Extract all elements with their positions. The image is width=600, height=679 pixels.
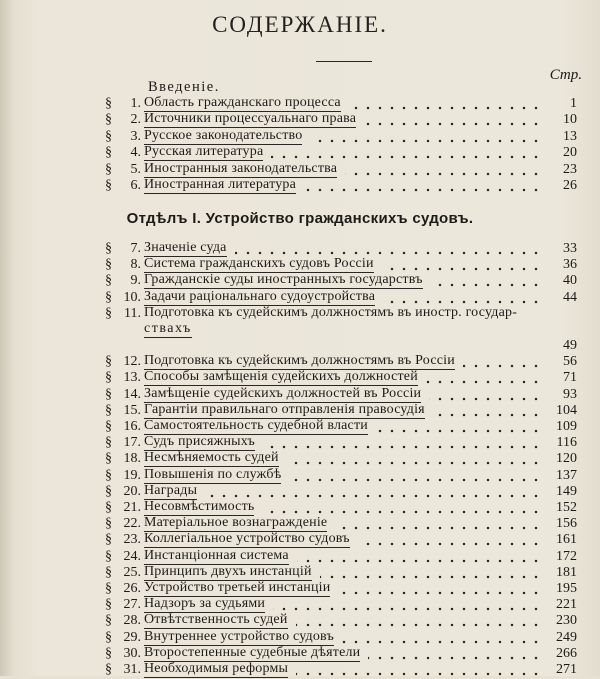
entry-number: 22. bbox=[123, 516, 141, 532]
section-symbol: § bbox=[105, 112, 112, 128]
leader-dots bbox=[349, 106, 542, 110]
leader-dots bbox=[287, 461, 542, 465]
section-symbol: § bbox=[105, 500, 112, 515]
section-symbol: § bbox=[105, 613, 112, 629]
entry-title: Способы замѣщенія судейскихъ должностей bbox=[144, 369, 418, 385]
section-symbol: § bbox=[105, 289, 112, 305]
entry-title: Судъ присяжныхъ bbox=[144, 434, 255, 450]
leader-dots bbox=[364, 122, 542, 126]
entry-title: Награды bbox=[144, 482, 198, 498]
section-symbol: § bbox=[105, 161, 112, 177]
leader-dots bbox=[431, 283, 542, 287]
entry-number: 29. bbox=[123, 629, 141, 645]
entry-number: 16. bbox=[123, 419, 141, 434]
entry-title: Отвѣтственность судей bbox=[144, 612, 288, 628]
section-symbol: § bbox=[105, 467, 112, 483]
entry-page: 156 bbox=[556, 516, 577, 532]
entry-page: 137 bbox=[556, 467, 577, 483]
toc-entry bbox=[0, 661, 600, 679]
entry-number: 31. bbox=[123, 662, 141, 677]
entry-number: 23. bbox=[123, 532, 141, 548]
entry-page: 10 bbox=[563, 112, 577, 128]
leader-dots bbox=[320, 575, 542, 579]
entry-number: 4. bbox=[130, 145, 141, 161]
entry-page: 195 bbox=[556, 581, 577, 596]
entry-number: 25. bbox=[123, 564, 141, 580]
toc-entry bbox=[0, 144, 600, 162]
section-symbol: § bbox=[105, 273, 112, 289]
leader-dots bbox=[289, 478, 542, 482]
toc-entry bbox=[0, 177, 600, 195]
entry-title: Замѣщеніе судейскихъ должностей въ Россіи bbox=[144, 385, 422, 401]
entry-title: Матеріальное вознагражденіе bbox=[144, 515, 328, 531]
entry-number: 27. bbox=[123, 597, 141, 613]
entry-page: 104 bbox=[556, 402, 577, 418]
entry-page: 44 bbox=[563, 289, 577, 305]
page-title: СОДЕРЖАНІЕ. bbox=[212, 12, 388, 37]
entry-title: Несовмѣстимость bbox=[144, 499, 255, 514]
entry-number: 28. bbox=[123, 613, 141, 629]
entry-page: 161 bbox=[556, 532, 577, 548]
leader-dots bbox=[342, 640, 542, 644]
entry-number: 26. bbox=[123, 581, 141, 596]
section-symbol: § bbox=[105, 516, 112, 532]
leader-dots bbox=[262, 510, 542, 514]
leader-dots bbox=[263, 445, 542, 449]
leader-dots bbox=[296, 623, 542, 627]
entry-page: 13 bbox=[563, 128, 577, 144]
intro-heading: Введеніе. bbox=[148, 79, 220, 95]
entry-page: 56 bbox=[563, 354, 577, 370]
section-symbol: § bbox=[105, 564, 112, 580]
title-rule bbox=[316, 61, 372, 62]
entry-title: Источники процессуальнаго права bbox=[144, 111, 357, 127]
entry-page: 93 bbox=[563, 386, 577, 402]
entry-title: Инстанціонная система bbox=[144, 547, 289, 563]
entry-number: 15. bbox=[123, 402, 141, 418]
entry-page: 120 bbox=[556, 451, 577, 467]
entry-number: 24. bbox=[123, 548, 141, 564]
toc-entry bbox=[0, 111, 600, 129]
leader-dots bbox=[273, 607, 542, 611]
leader-dots bbox=[426, 380, 542, 384]
section-symbol: § bbox=[105, 629, 112, 645]
entry-title: Значеніе суда bbox=[144, 240, 227, 255]
section-symbol: § bbox=[105, 402, 112, 418]
leader-dots bbox=[310, 139, 542, 143]
section-symbol: § bbox=[105, 483, 112, 499]
section-symbol: § bbox=[105, 386, 112, 402]
leader-dots bbox=[338, 591, 542, 595]
section-symbol: § bbox=[105, 451, 112, 467]
entry-number: 3. bbox=[130, 128, 141, 144]
section-symbol: § bbox=[105, 178, 112, 193]
entry-title: Второстепенные судебные дѣятели bbox=[144, 644, 361, 660]
entry-number: 14. bbox=[123, 386, 141, 402]
entry-number: 21. bbox=[123, 500, 141, 515]
entry-title: Устройство третьей инстанціи bbox=[144, 580, 331, 595]
entry-page: 71 bbox=[563, 370, 577, 386]
section-symbol: § bbox=[105, 370, 112, 386]
leader-dots bbox=[271, 155, 542, 159]
entry-title: Надзоръ за судьями bbox=[144, 596, 266, 612]
entry-number: 20. bbox=[123, 483, 141, 499]
leader-dots bbox=[429, 397, 542, 401]
section-symbol: § bbox=[105, 257, 112, 273]
entry-title: Иностранныя законодательства bbox=[144, 160, 338, 176]
section-symbol: § bbox=[105, 96, 112, 111]
entry-title: Повышенія по службѣ bbox=[144, 466, 282, 482]
page-column-header: Стр. bbox=[549, 67, 582, 83]
entry-title: Задачи раціональнаго судоустройства bbox=[144, 288, 376, 304]
leader-dots bbox=[383, 300, 542, 304]
section-symbol: § bbox=[105, 128, 112, 144]
entry-number: 1. bbox=[130, 96, 141, 111]
entry-page: 152 bbox=[556, 500, 577, 515]
entry-number: 11. bbox=[124, 305, 141, 321]
entry-page: 26 bbox=[563, 178, 577, 193]
entry-page: 249 bbox=[556, 629, 577, 645]
leader-dots bbox=[463, 364, 542, 368]
entry-page: 172 bbox=[556, 548, 577, 564]
entry-title: Система гражданскихъ судовъ Россіи bbox=[144, 256, 374, 272]
entry-page: 230 bbox=[556, 613, 577, 629]
section-symbol: § bbox=[105, 548, 112, 564]
entry-number: 7. bbox=[130, 241, 141, 256]
toc-entry bbox=[0, 128, 600, 146]
entry-page: 116 bbox=[556, 435, 577, 451]
section-symbol: § bbox=[105, 419, 112, 434]
entry-page: 181 bbox=[556, 564, 577, 580]
toc-entry bbox=[0, 161, 600, 179]
section-symbol: § bbox=[105, 145, 112, 161]
entry-page: 1 bbox=[570, 96, 577, 111]
entry-page: 266 bbox=[556, 645, 577, 661]
leader-dots bbox=[345, 172, 542, 176]
entry-title: Русское законодательство bbox=[144, 127, 303, 143]
entry-number: 19. bbox=[123, 467, 141, 483]
section-symbol: § bbox=[105, 597, 112, 613]
entry-number: 5. bbox=[130, 161, 141, 177]
section-symbol: § bbox=[105, 354, 112, 370]
leader-dots bbox=[304, 188, 542, 192]
entry-number: 2. bbox=[130, 112, 141, 128]
entry-title: Иностранная литература bbox=[144, 177, 297, 192]
entry-page: 271 bbox=[556, 662, 577, 677]
leader-dots bbox=[297, 559, 542, 563]
entry-page: 40 bbox=[563, 273, 577, 289]
entry-title: Необходимыя реформы bbox=[144, 661, 289, 676]
entry-title: ствахъ bbox=[144, 321, 192, 336]
section-symbol: § bbox=[105, 532, 112, 548]
entry-page: 221 bbox=[556, 597, 577, 613]
entry-number: 17. bbox=[123, 435, 141, 451]
leader-dots bbox=[296, 672, 542, 676]
leader-dots bbox=[368, 656, 542, 660]
section-symbol: § bbox=[105, 241, 112, 256]
entry-number: 9. bbox=[130, 273, 141, 289]
entry-number: 10. bbox=[123, 289, 141, 305]
entry-title: Подготовка къ судейскимъ должностямъ въ иностр. государ- bbox=[144, 304, 518, 320]
section-symbol: § bbox=[105, 662, 112, 677]
entry-number: 18. bbox=[123, 451, 141, 467]
entry-title: Несмѣняемость судей bbox=[144, 450, 279, 466]
leader-dots bbox=[205, 494, 542, 498]
entry-number: 13. bbox=[123, 370, 141, 386]
entry-title: Подготовка къ судейскимъ должностямъ въ Россіи bbox=[144, 353, 455, 369]
section-symbol: § bbox=[105, 645, 112, 661]
entry-page: 149 bbox=[556, 483, 577, 499]
entry-title: Русская литература bbox=[144, 144, 264, 160]
toc-entry bbox=[0, 95, 600, 113]
leader-dots bbox=[335, 526, 542, 530]
entry-page: 23 bbox=[563, 161, 577, 177]
leader-dots bbox=[433, 413, 542, 417]
entry-title: Принципъ двухъ инстанцій bbox=[144, 563, 312, 579]
entry-page: 49 bbox=[563, 338, 577, 353]
entry-title: Гарантіи правильнаго отправленія правосудія bbox=[144, 401, 425, 417]
section-symbol: § bbox=[105, 581, 112, 596]
leader-dots bbox=[235, 251, 542, 255]
section-symbol: § bbox=[105, 305, 112, 321]
leader-dots bbox=[376, 429, 542, 433]
entry-page: 20 bbox=[563, 145, 577, 161]
entry-page: 36 bbox=[563, 257, 577, 273]
section-symbol: § bbox=[105, 435, 112, 451]
section-heading: Отдѣлъ I. Устройство гражданскихъ судовъ. bbox=[126, 210, 474, 227]
entry-number: 12. bbox=[123, 354, 141, 370]
entry-number: 8. bbox=[130, 257, 141, 273]
leader-dots bbox=[358, 542, 542, 546]
entry-number: 6. bbox=[130, 178, 141, 193]
entry-number: 30. bbox=[123, 645, 141, 661]
entry-title: Область гражданскаго процесса bbox=[144, 95, 341, 110]
entry-title: Гражданскіе суды иностранныхъ государствъ bbox=[144, 272, 423, 288]
entry-title: Коллегіальное устройство судовъ bbox=[144, 531, 350, 547]
entry-title: Внутреннее устройство судовъ bbox=[144, 628, 334, 644]
entry-page: 33 bbox=[563, 241, 577, 256]
entry-title: Самостоятельность судебной власти bbox=[144, 418, 368, 433]
leader-dots bbox=[382, 267, 542, 271]
entry-page: 109 bbox=[556, 419, 577, 434]
